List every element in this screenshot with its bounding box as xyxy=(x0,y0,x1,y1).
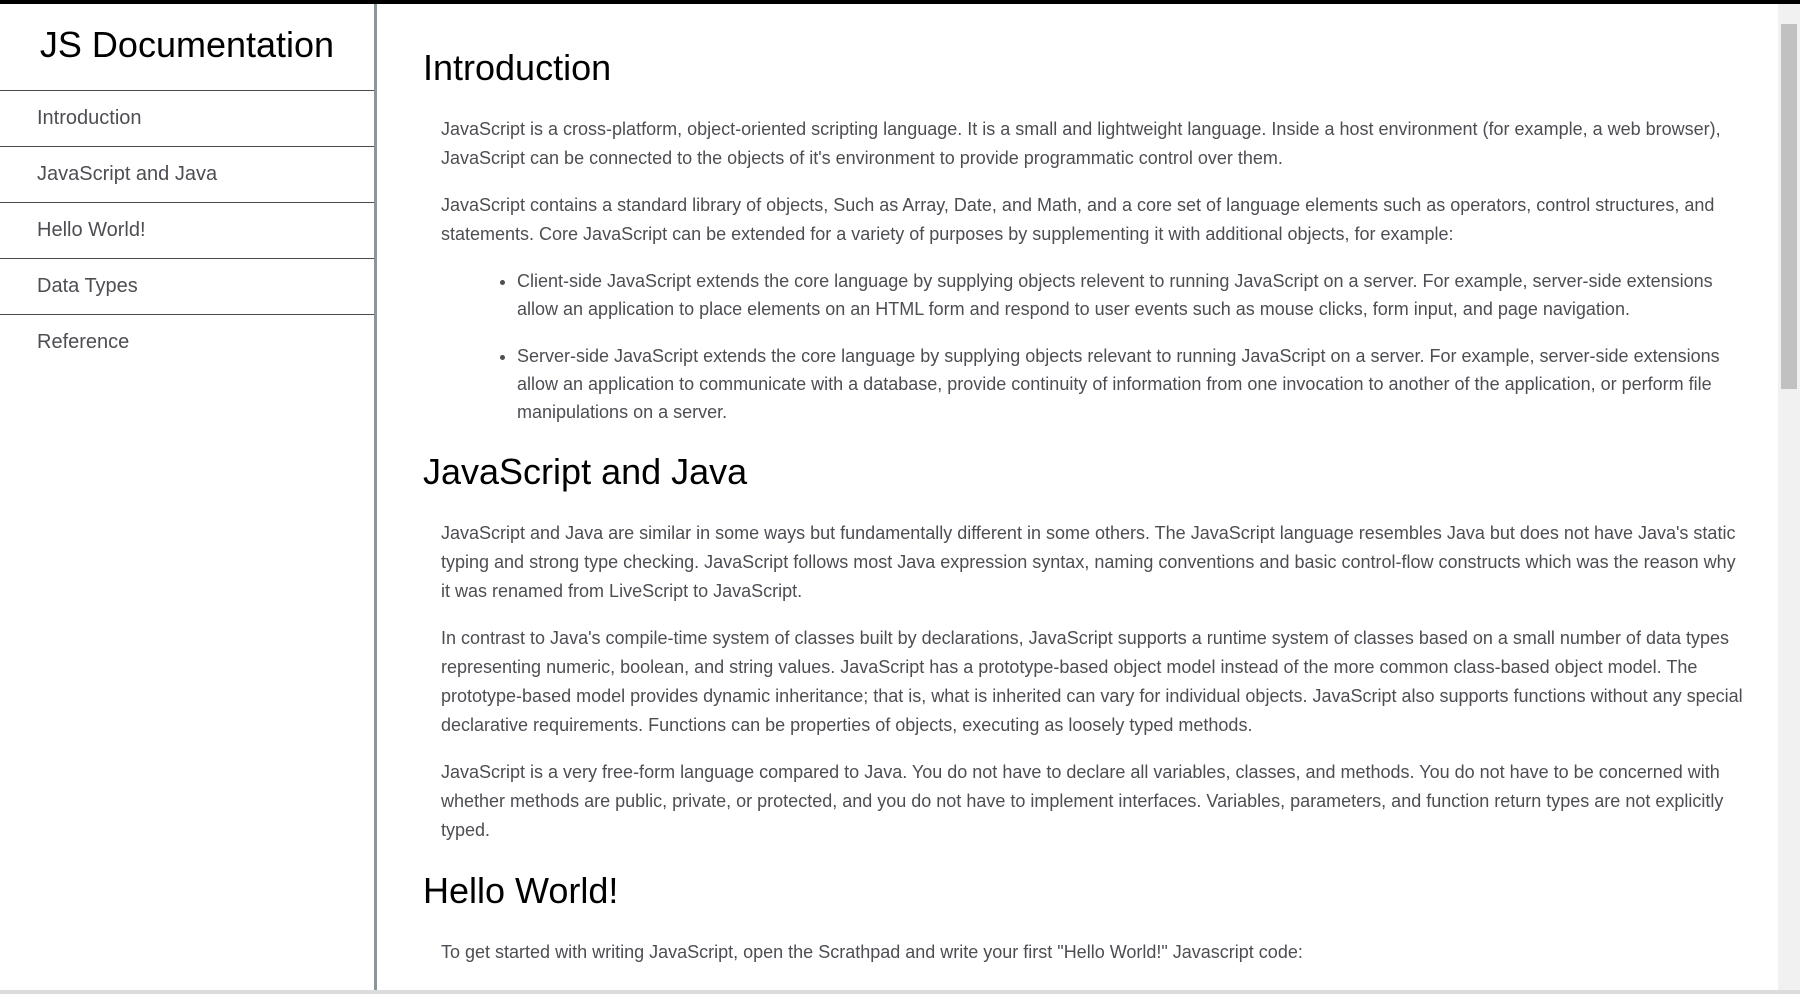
section-introduction xyxy=(377,4,1778,426)
nav-list xyxy=(0,91,374,370)
list-item: • Client-side JavaScript extends the core language by supplying objects relevent to running JavaScript on a server. For example, server-side extensions allow an application to place elements on an HTML form and respond to user events such as mouse clicks, form input, and page navigation. xyxy=(517,267,1748,323)
nav-link-reference[interactable]: Reference xyxy=(37,331,130,353)
navbar-title: JS Documentation xyxy=(39,24,335,65)
scrollbar-thumb[interactable] xyxy=(1781,24,1797,389)
section-heading: JavaScript and Java xyxy=(423,451,748,492)
nav-item-reference[interactable] xyxy=(0,315,374,370)
main-doc xyxy=(377,4,1778,994)
paragraph: In contrast to Java's compile-time system of classes built by declarations, JavaScript supports a runtime system of classes based on a small number of data types representing numeric, boolean, and string values. JavaScript has a prototype-based object model instead of the more common class-based object model. The prototype-based model provides dynamic inheritance; that is, what is inherited can vary for individual objects. JavaScript also supports functions without any special declarative requirements. Functions can be properties of objects, executing as loosely typed methods. xyxy=(441,628,1743,735)
paragraph: JavaScript is a cross-platform, object-oriented scripting language. It is a small and lightweight language. Inside a host environment (for example, a web browser), JavaScript can be connected to the objects of it's environment to provide programmatic control over them. xyxy=(441,119,1721,168)
nav-item-data-types[interactable] xyxy=(0,259,374,315)
list-item: • Server-side JavaScript extends the core language by supplying objects relevant to running JavaScript on a server. For example, server-side extensions allow an application to communicate with a database, provide continuity of information from one invocation to another of the application, or perform file manipulations on a server. xyxy=(517,342,1748,426)
navbar-header xyxy=(0,4,374,91)
nav-item-javascript-and-java[interactable] xyxy=(0,147,374,203)
nav-link-introduction[interactable]: Introduction xyxy=(37,107,142,129)
vertical-scrollbar[interactable] xyxy=(1778,4,1800,994)
nav-link-hello-world[interactable]: Hello World! xyxy=(37,219,146,241)
paragraph: JavaScript and Java are similar in some ways but fundamentally different in some others. The JavaScript language resembles Java but does not have Java's static typing and strong type checking. JavaScript follows most Java expression syntax, naming conventions and basic control-flow constructs which was the reason why it was renamed from LiveScript to JavaScript. xyxy=(441,523,1736,601)
paragraph: JavaScript contains a standard library of objects, Such as Array, Date, and Math, and a core set of language elements such as operators, control structures, and statements. Core JavaScript can be extended for a variety of purposes by supplementing it with additional objects, for example: xyxy=(441,195,1715,244)
paragraph: To get started with writing JavaScript, open the Scrathpad and write your first "Hello World!" Javascript code: xyxy=(441,942,1303,962)
navbar xyxy=(0,4,374,994)
section-javascript-and-java xyxy=(377,426,1778,845)
section-heading: Introduction xyxy=(423,47,612,88)
horizontal-scrollbar[interactable] xyxy=(0,990,1800,994)
section-heading: Hello World! xyxy=(423,870,619,911)
paragraph: JavaScript is a very free-form language compared to Java. You do not have to declare all variables, classes, and methods. You do not have to be concerned with whether methods are public, private, or protected, and you do not have to implement interfaces. Variables, parameters, and function return types are not explicitly typed. xyxy=(441,762,1724,840)
nav-link-data-types[interactable]: Data Types xyxy=(37,275,138,297)
section-hello-world xyxy=(377,845,1778,967)
nav-item-hello-world[interactable] xyxy=(0,203,374,259)
bullet-list xyxy=(377,267,1778,426)
nav-item-introduction[interactable] xyxy=(0,91,374,147)
nav-link-javascript-and-java[interactable]: JavaScript and Java xyxy=(37,163,218,185)
